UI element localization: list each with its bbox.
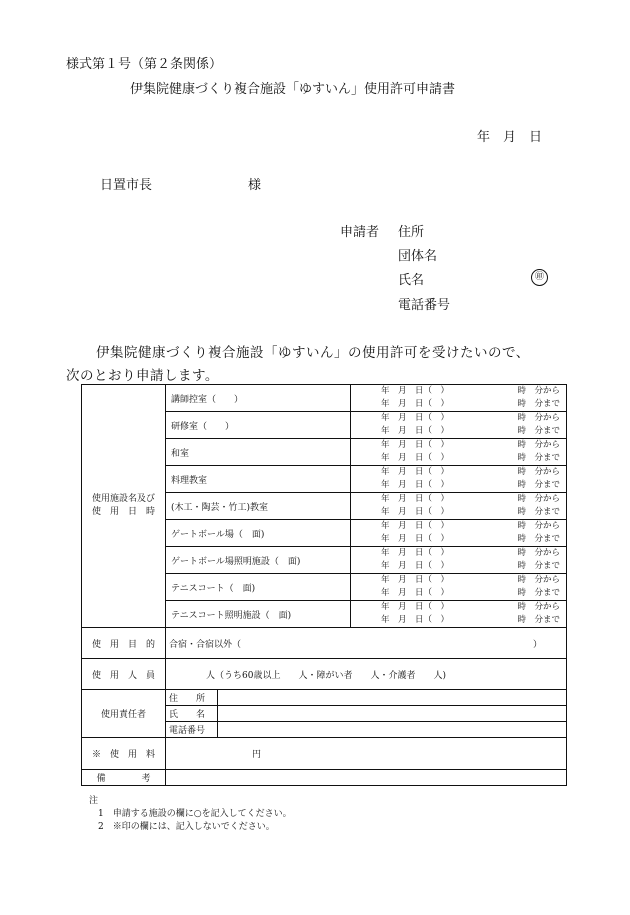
purpose-label: 使 用 目 的 [82, 628, 166, 659]
applicant-phone-label: 電話番号 [398, 298, 451, 313]
facility-name[interactable]: 和室 [166, 439, 351, 466]
responsible-row [82, 690, 567, 706]
facilities-label: 使用施設名及び 使 用 日 時 [82, 385, 166, 628]
schedule-date: 年 月 日（ ） [381, 426, 450, 437]
purpose-field[interactable] [166, 628, 567, 659]
intro-line-1: 伊集院健康づくり複合施設「ゆすいん」の使用許可を受けたいので、 [96, 345, 530, 361]
facility-schedule[interactable] [351, 385, 567, 412]
remarks-field[interactable] [166, 770, 567, 786]
schedule-to: 時 分まで [517, 561, 561, 572]
fee-label: ※ 使 用 料 [82, 738, 166, 770]
seal-mark: ㊞ [531, 269, 548, 286]
persons-field[interactable] [166, 659, 567, 690]
schedule-to: 時 分まで [517, 615, 561, 626]
schedule-date: 年 月 日（ ） [381, 575, 450, 586]
schedule-from: 時 分から [517, 440, 561, 451]
schedule-to: 時 分まで [517, 507, 561, 518]
schedule-to: 時 分まで [517, 534, 561, 545]
schedule-from: 時 分から [517, 521, 561, 532]
fee-field[interactable] [166, 738, 567, 770]
schedule-date: 年 月 日（ ） [381, 494, 450, 505]
schedule-date: 年 月 日（ ） [381, 413, 450, 424]
facility-schedule[interactable] [351, 493, 567, 520]
responsible-address-label: 住 所 [166, 690, 218, 706]
fee-unit: 円 [252, 750, 262, 760]
persons-row [82, 659, 567, 690]
facility-schedule[interactable] [351, 574, 567, 601]
schedule-from: 時 分から [517, 494, 561, 505]
schedule-date: 年 月 日（ ） [381, 534, 450, 545]
purpose-row [82, 628, 567, 659]
facility-name[interactable]: ゲートボール場（ 面) [166, 520, 351, 547]
schedule-from: 時 分から [517, 575, 561, 586]
applicant-address-label: 住所 [398, 225, 425, 240]
schedule-date: 年 月 日（ ） [381, 440, 450, 451]
schedule-date: 年 月 日（ ） [381, 467, 450, 478]
facility-row [82, 385, 567, 412]
purpose-close: ） [533, 639, 543, 650]
schedule-to: 時 分まで [517, 399, 561, 410]
schedule-to: 時 分まで [517, 453, 561, 464]
applicant-name-label: 氏名 [398, 273, 425, 288]
schedule-date: 年 月 日（ ） [381, 615, 450, 626]
applicant-group-label: 団体名 [398, 249, 438, 264]
schedule-date: 年 月 日（ ） [381, 507, 450, 518]
schedule-date: 年 月 日（ ） [381, 399, 450, 410]
facility-schedule[interactable] [351, 466, 567, 493]
schedule-date: 年 月 日（ ） [381, 386, 450, 397]
schedule-date: 年 月 日（ ） [381, 548, 450, 559]
fee-row [82, 738, 567, 770]
schedule-from: 時 分から [517, 386, 561, 397]
responsible-label: 使用責任者 [82, 690, 166, 738]
application-date: 年 月 日 [477, 130, 543, 145]
schedule-date: 年 月 日（ ） [381, 521, 450, 532]
form-title: 伊集院健康づくり複合施設「ゆすいん」使用許可申請書 [130, 82, 456, 97]
facility-schedule[interactable] [351, 412, 567, 439]
form-number: 様式第１号（第２条関係） [66, 57, 223, 72]
facility-name[interactable]: 研修室（ ） [166, 412, 351, 439]
schedule-date: 年 月 日（ ） [381, 602, 450, 613]
facility-name[interactable]: 料理教室 [166, 466, 351, 493]
schedule-from: 時 分から [517, 413, 561, 424]
applicant-label: 申請者 [340, 225, 380, 240]
schedule-from: 時 分から [517, 602, 561, 613]
facility-name[interactable]: ゲートボール場照明施設（ 面) [166, 547, 351, 574]
note-item-2: 2 ※印の欄には、記入しないでください。 [98, 822, 275, 832]
application-table [81, 384, 567, 786]
responsible-phone-label: 電話番号 [166, 722, 218, 738]
facility-name[interactable]: 講師控室（ ） [166, 385, 351, 412]
schedule-to: 時 分まで [517, 588, 561, 599]
notes-heading: 注 [89, 796, 99, 806]
purpose-value: 合宿・合宿以外（ [169, 639, 242, 650]
remarks-row [82, 770, 567, 786]
remarks-label: 備 考 [82, 770, 166, 786]
facility-schedule[interactable] [351, 439, 567, 466]
schedule-to: 時 分まで [517, 480, 561, 491]
honorific: 様 [248, 178, 262, 193]
facility-schedule[interactable] [351, 601, 567, 628]
schedule-date: 年 月 日（ ） [381, 561, 450, 572]
facility-schedule[interactable] [351, 520, 567, 547]
facility-name[interactable]: テニスコート照明施設（ 面) [166, 601, 351, 628]
facility-name[interactable]: (木工・陶芸・竹工)教室 [166, 493, 351, 520]
persons-value: 人（うち60歳以上 人・障がい者 人・介護者 人) [206, 670, 446, 681]
schedule-date: 年 月 日（ ） [381, 480, 450, 491]
facility-schedule[interactable] [351, 547, 567, 574]
schedule-to: 時 分まで [517, 426, 561, 437]
responsible-address-input[interactable] [218, 690, 567, 706]
persons-label: 使 用 人 員 [82, 659, 166, 690]
schedule-date: 年 月 日（ ） [381, 588, 450, 599]
responsible-name-input[interactable] [218, 706, 567, 722]
facility-name[interactable]: テニスコート（ 面) [166, 574, 351, 601]
responsible-name-label: 氏 名 [166, 706, 218, 722]
schedule-from: 時 分から [517, 548, 561, 559]
schedule-from: 時 分から [517, 467, 561, 478]
addressee: 日置市長 [100, 178, 153, 193]
note-item-1: 1 申請する施設の欄に○を記入してください。 [98, 809, 292, 819]
responsible-phone-input[interactable] [218, 722, 567, 738]
schedule-date: 年 月 日（ ） [381, 453, 450, 464]
intro-line-2: 次のとおり申請します。 [66, 368, 219, 384]
